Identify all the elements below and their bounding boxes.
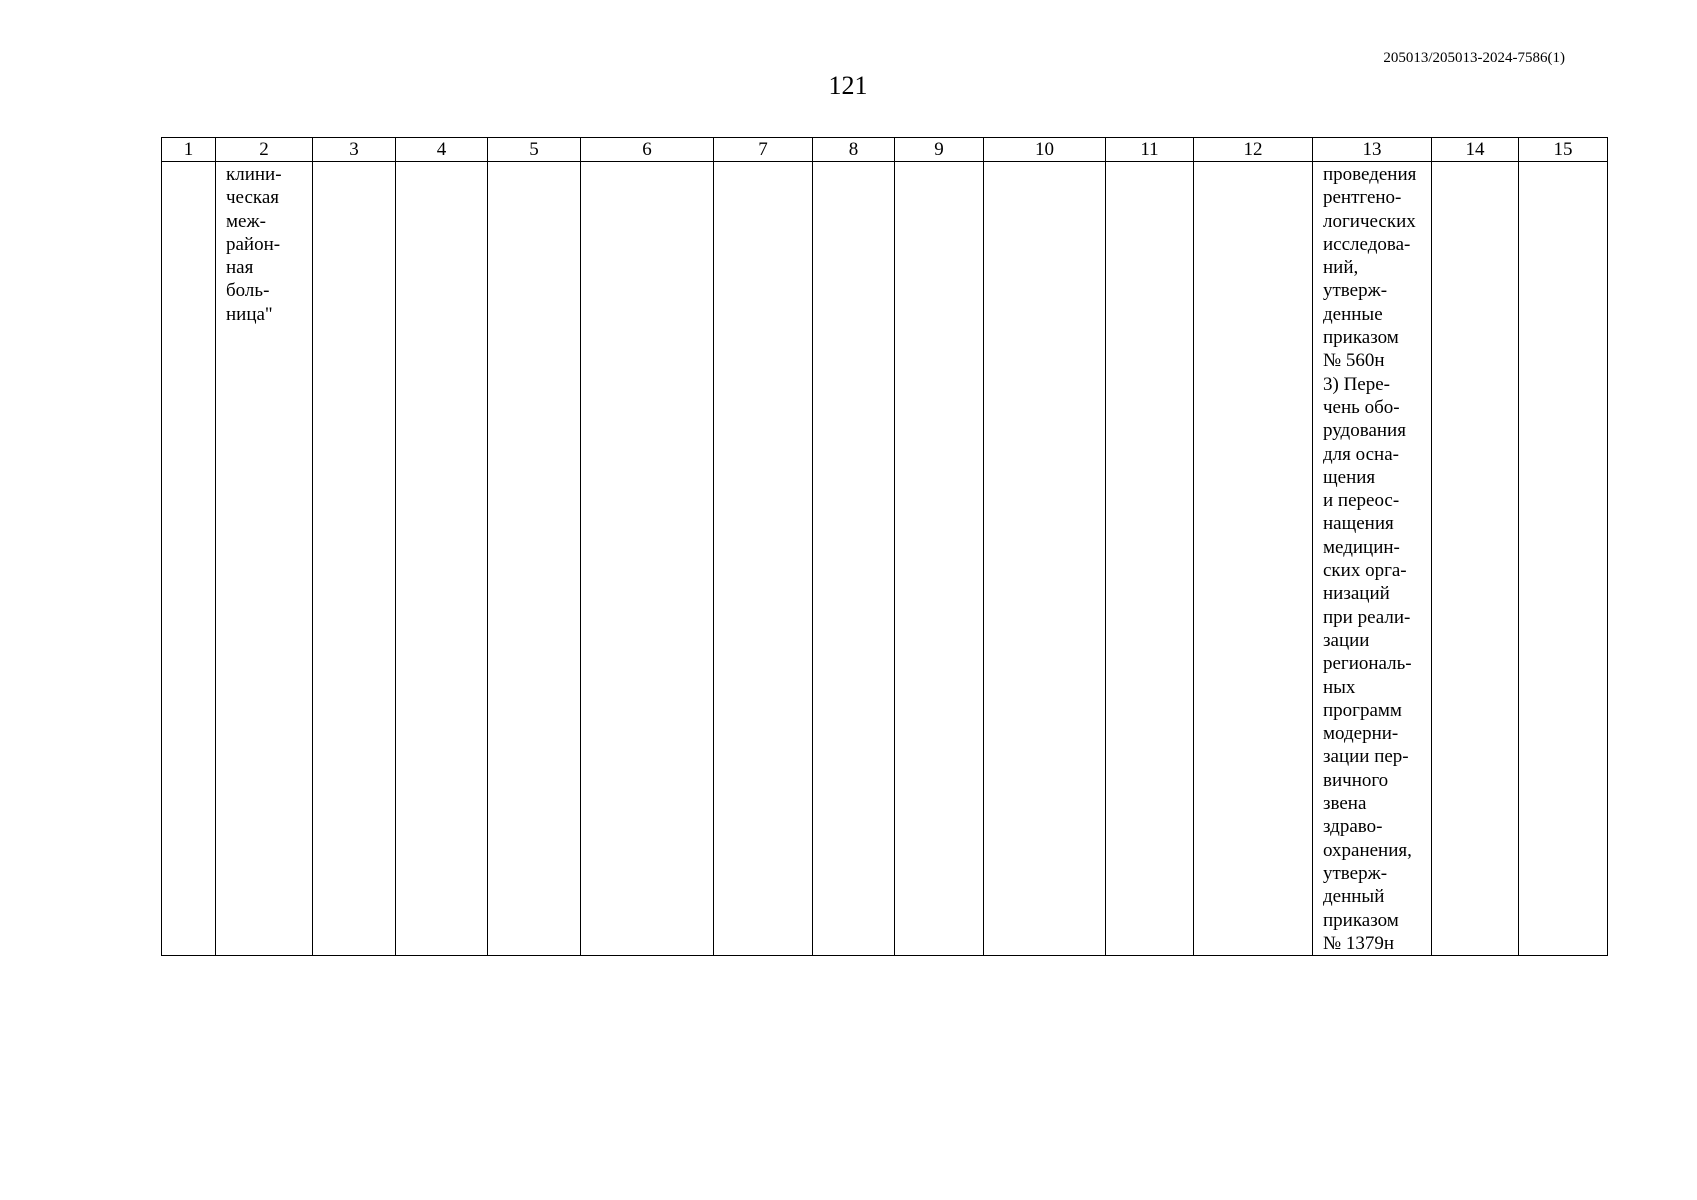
header-row <box>162 138 1608 162</box>
text-line: 3) Пере- <box>1323 373 1390 395</box>
text-line: денные <box>1323 303 1383 325</box>
column-header-5: 5 <box>488 138 581 162</box>
column-header-9: 9 <box>895 138 984 162</box>
text-line: логических <box>1323 210 1416 232</box>
text-line: № 1379н <box>1323 932 1395 954</box>
cell-col-12 <box>1194 162 1313 956</box>
text-line: охранения, <box>1323 839 1412 861</box>
cell-col-7 <box>714 162 813 956</box>
text-line: денный <box>1323 886 1385 908</box>
text-line: для осна- <box>1323 443 1399 465</box>
text-line: утверж- <box>1323 862 1388 884</box>
column-header-3: 3 <box>313 138 396 162</box>
column-header-14: 14 <box>1432 138 1519 162</box>
text-line: приказом <box>1323 327 1399 349</box>
text-line: меж- <box>226 210 266 232</box>
column-header-13: 13 <box>1313 138 1432 162</box>
text-line: ная <box>226 257 254 279</box>
text-line: ний, <box>1323 257 1359 279</box>
cell-col-8 <box>813 162 895 956</box>
text-line: боль- <box>226 280 270 302</box>
text-line: региональ- <box>1323 653 1412 675</box>
text-line: программ <box>1323 699 1402 721</box>
cell-col-5 <box>488 162 581 956</box>
cell-col-10 <box>984 162 1106 956</box>
text-line: исследова- <box>1323 233 1411 255</box>
text-line: и переос- <box>1323 490 1400 512</box>
text-line: ница" <box>226 303 273 325</box>
text-line: ских орга- <box>1323 560 1407 582</box>
text-line: зации <box>1323 629 1370 651</box>
text-line: ных <box>1323 676 1356 698</box>
text-line: здраво- <box>1323 816 1383 838</box>
column-header-10: 10 <box>984 138 1106 162</box>
table-row <box>162 162 1608 956</box>
cell-col-15 <box>1519 162 1608 956</box>
text-line: вичного <box>1323 769 1389 791</box>
column-header-4: 4 <box>396 138 488 162</box>
text-line: чень обо- <box>1323 396 1400 418</box>
cell-col-2 <box>216 162 313 956</box>
column-header-6: 6 <box>581 138 714 162</box>
text-line: № 560н <box>1323 350 1385 372</box>
text-line: медицин- <box>1323 536 1400 558</box>
cell-col-11 <box>1106 162 1194 956</box>
document-code: 205013/205013-2024-7586(1) <box>1383 50 1565 66</box>
column-header-11: 11 <box>1106 138 1194 162</box>
cell-col-6 <box>581 162 714 956</box>
text-line: ческая <box>226 187 280 209</box>
text-line: проведения <box>1323 164 1417 185</box>
cell-col-13 <box>1313 162 1432 956</box>
cell-col-9 <box>895 162 984 956</box>
column-header-7: 7 <box>714 138 813 162</box>
page-number: 121 <box>828 71 868 100</box>
institution-name-text <box>216 162 312 326</box>
data-table <box>161 137 1608 956</box>
text-line: зации пер- <box>1323 746 1409 768</box>
text-line: район- <box>226 233 281 255</box>
column-header-2: 2 <box>216 138 313 162</box>
text-line: рентгено- <box>1323 187 1402 209</box>
column-header-8: 8 <box>813 138 895 162</box>
text-line: приказом <box>1323 909 1399 931</box>
text-line: нащения <box>1323 513 1394 535</box>
column-header-15: 15 <box>1519 138 1608 162</box>
text-line: рудования <box>1323 420 1406 442</box>
cell-col-1 <box>162 162 216 956</box>
column-header-12: 12 <box>1194 138 1313 162</box>
text-line: звена <box>1323 793 1367 815</box>
text-line: модерни- <box>1323 723 1399 745</box>
text-line: утверж- <box>1323 280 1388 302</box>
cell-col-14 <box>1432 162 1519 956</box>
regulation-reference-text <box>1313 162 1431 955</box>
text-line: низаций <box>1323 583 1390 605</box>
text-line: щения <box>1323 466 1376 488</box>
text-line: при реали- <box>1323 606 1411 628</box>
cell-col-4 <box>396 162 488 956</box>
column-header-1: 1 <box>162 138 216 162</box>
text-line: клини- <box>226 164 282 185</box>
cell-col-3 <box>313 162 396 956</box>
